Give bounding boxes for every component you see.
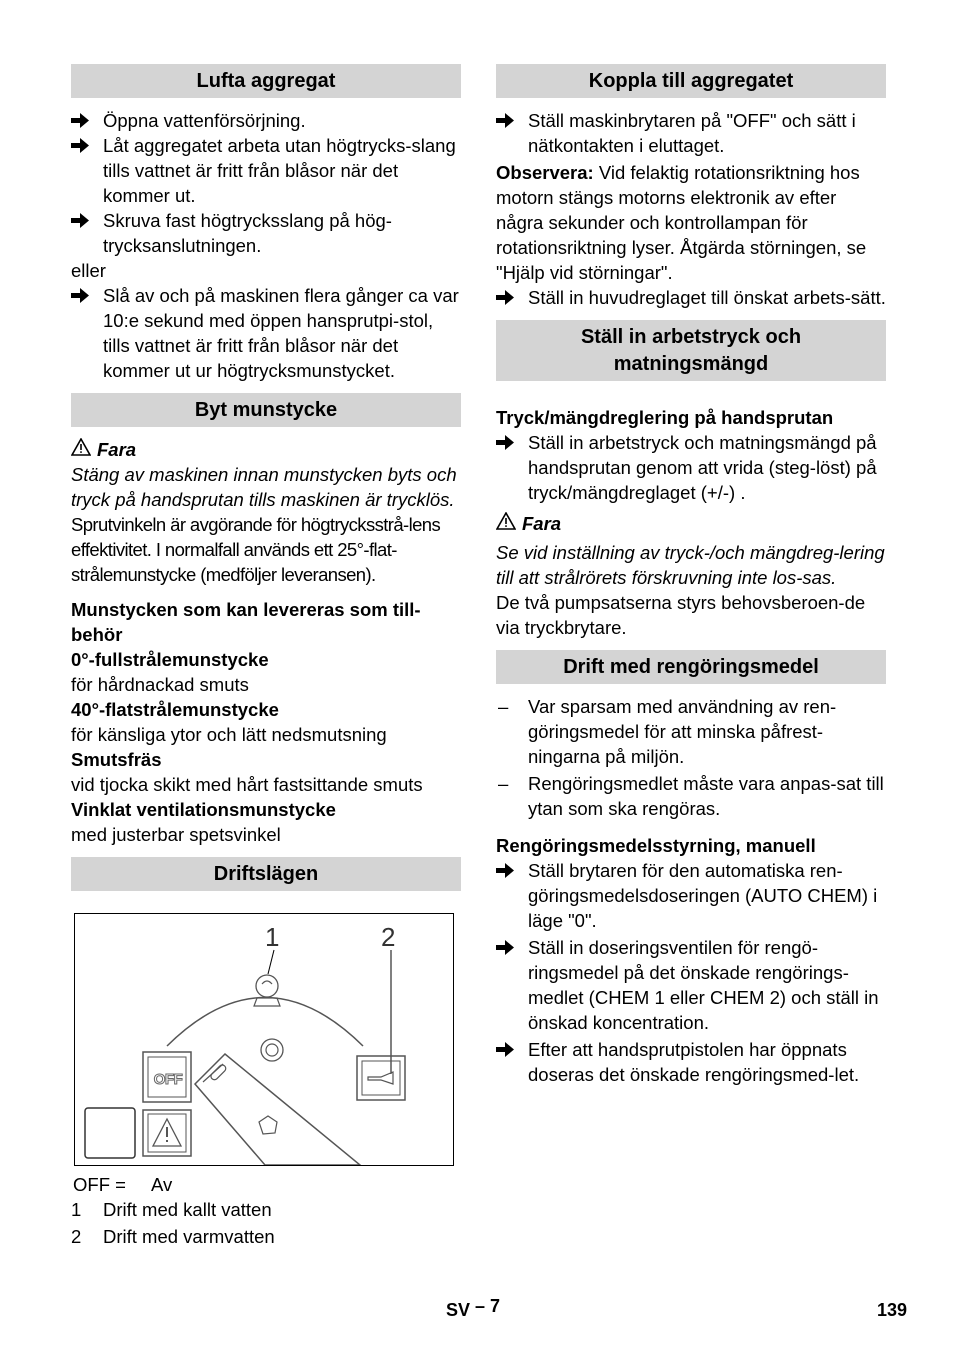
- arrow-right-icon: [71, 208, 95, 228]
- subheading: Munstycken som kan levereras som till-behör: [71, 599, 421, 645]
- warning-text: Se vid inställning av tryck-/och mängdreg-lering till att strålrörets förskruvning inte los-sas.: [496, 542, 885, 588]
- callout-2: 2: [381, 922, 396, 952]
- arrow-right-icon: [496, 108, 520, 128]
- arrow-right-icon: [496, 1037, 520, 1057]
- danger-label: Fara: [71, 437, 461, 462]
- section-heading-drift: Driftslägen: [71, 857, 461, 891]
- right-column: [496, 64, 886, 1087]
- legend-row: 1 Drift med kallt vatten: [71, 1199, 272, 1220]
- list-item: Låt aggregatet arbeta utan högtrycks-slang tills vattnet är fritt från blåsor när det kommer ut.: [71, 133, 461, 208]
- list-item: Efter att handsprutpistolen har öppnats doseras det önskade rengöringsmed-let.: [496, 1037, 886, 1087]
- arrow-right-icon: [496, 285, 520, 305]
- warning-text: Stäng av maskinen innan munstycken byts och tryck på handsprutan tills maskinen är trycklös.: [71, 464, 457, 510]
- danger-label: Fara: [496, 511, 886, 536]
- list-item: – Var sparsam med användning av ren-göringsmedel för att minska påfrest-ningarna på miljön.: [498, 696, 837, 767]
- footer-local-page: – 7: [475, 1296, 501, 1316]
- section-heading-byt: Byt munstycke: [71, 393, 461, 427]
- section-heading-lufta: Lufta aggregat: [71, 64, 461, 98]
- legend-row: 2 Drift med varmvatten: [71, 1226, 275, 1247]
- list-item: Ställ in arbetstryck och matningsmängd på handsprutan genom att vrida (steg-löst) på tryck/mängdreglaget (+/-) .: [496, 430, 886, 505]
- list-item: Slå av och på maskinen flera gånger ca var 10:e sekund med öppen hansprutpi-stol, tills vattnet är fritt från blåsor när det kommer ut ur högtrycksmunstycket.: [71, 283, 461, 383]
- dash-marker: –: [498, 696, 509, 717]
- warning-triangle-icon: [71, 437, 91, 462]
- accessory-title: 0°-fullstrålemunstycke: [71, 649, 269, 670]
- accessory-desc: för känsliga ytor och lätt nedsmutsning: [71, 724, 387, 745]
- dash-marker: –: [498, 773, 509, 794]
- arrow-right-icon: [496, 858, 520, 878]
- eller-text: eller: [71, 260, 106, 281]
- callout-1: 1: [265, 922, 280, 952]
- section-heading-koppla: Koppla till aggregatet: [496, 64, 886, 98]
- list-item: Öppna vattenförsörjning.: [71, 108, 461, 133]
- page-number: 139: [877, 1300, 908, 1320]
- accessory-title: Smutsfräs: [71, 749, 162, 770]
- knob-icon: [261, 1039, 283, 1061]
- subheading: Rengöringsmedelsstyrning, manuell: [496, 835, 816, 856]
- arrow-right-icon: [496, 935, 520, 955]
- control-panel-illustration: [75, 914, 453, 1165]
- arrow-right-icon: [496, 430, 520, 450]
- accessory-title: Vinklat ventilationsmunstycke: [71, 799, 336, 820]
- arrow-right-icon: [71, 283, 95, 303]
- arrow-right-icon: [71, 133, 95, 153]
- list-item: – Rengöringsmedlet måste vara anpas-sat till ytan som ska rengöras.: [498, 773, 884, 819]
- list-item: Ställ in doseringsventilen för rengö-ringsmedel på det önskade rengörings-medlet (CHEM 1 eller CHEM 2) och ställ in önskad koncentration.: [496, 935, 886, 1035]
- subheading: Tryck/mängdreglering på handsprutan: [496, 407, 834, 428]
- footer-language: SV – 7: [446, 1296, 501, 1320]
- arrow-right-icon: [71, 108, 95, 128]
- list-item: Ställ maskinbrytaren på "OFF" och sätt i nätkontakten i eluttaget.: [496, 108, 886, 158]
- off-label: OFF: [153, 1071, 183, 1088]
- body-text: De två pumpsatserna styrs behovsberoen-de via tryckbrytare.: [496, 592, 866, 638]
- accessory-desc: för hårdnackad smuts: [71, 674, 249, 695]
- section-heading-stall: Ställ in arbetstryck och matningsmängd: [496, 320, 886, 381]
- warning-triangle-icon: [496, 511, 516, 536]
- cold-water-symbol-icon: [254, 975, 280, 1006]
- section-heading-rengoring: Drift med rengöringsmedel: [496, 650, 886, 684]
- list-item: Ställ in huvudreglaget till önskat arbets-sätt.: [496, 285, 886, 310]
- accessory-title: 40°-flatstrålemunstycke: [71, 699, 279, 720]
- list-item: Skruva fast högtrycksslang på hög-trycksanslutningen.: [71, 208, 461, 258]
- list-item: Ställ brytaren för den automatiska ren-göringsmedelsdoseringen (AUTO CHEM) i läge "0".: [496, 858, 886, 933]
- accessory-desc: med justerbar spetsvinkel: [71, 824, 281, 845]
- legend-row: OFF = Av: [73, 1174, 173, 1195]
- left-column: [71, 64, 461, 1249]
- note-paragraph: Observera: Vid felaktig rotationsriktning hos motorn stängs motorns elektronik av efter några sekunder och kontrollampan för rotationsriktning lyser. Åtgärda störningen, se "Hjälp vid störningar".: [496, 162, 867, 283]
- control-panel-figure: [74, 913, 454, 1166]
- body-text: Sprutvinkeln är avgörande för högtrycksstrå-lens effektivitet. I normalfall används ett 25°-flat-strålemunstycke (medföljer leveransen).: [71, 514, 441, 585]
- accessory-desc: vid tjocka skikt med hårt fastsittande smuts: [71, 774, 423, 795]
